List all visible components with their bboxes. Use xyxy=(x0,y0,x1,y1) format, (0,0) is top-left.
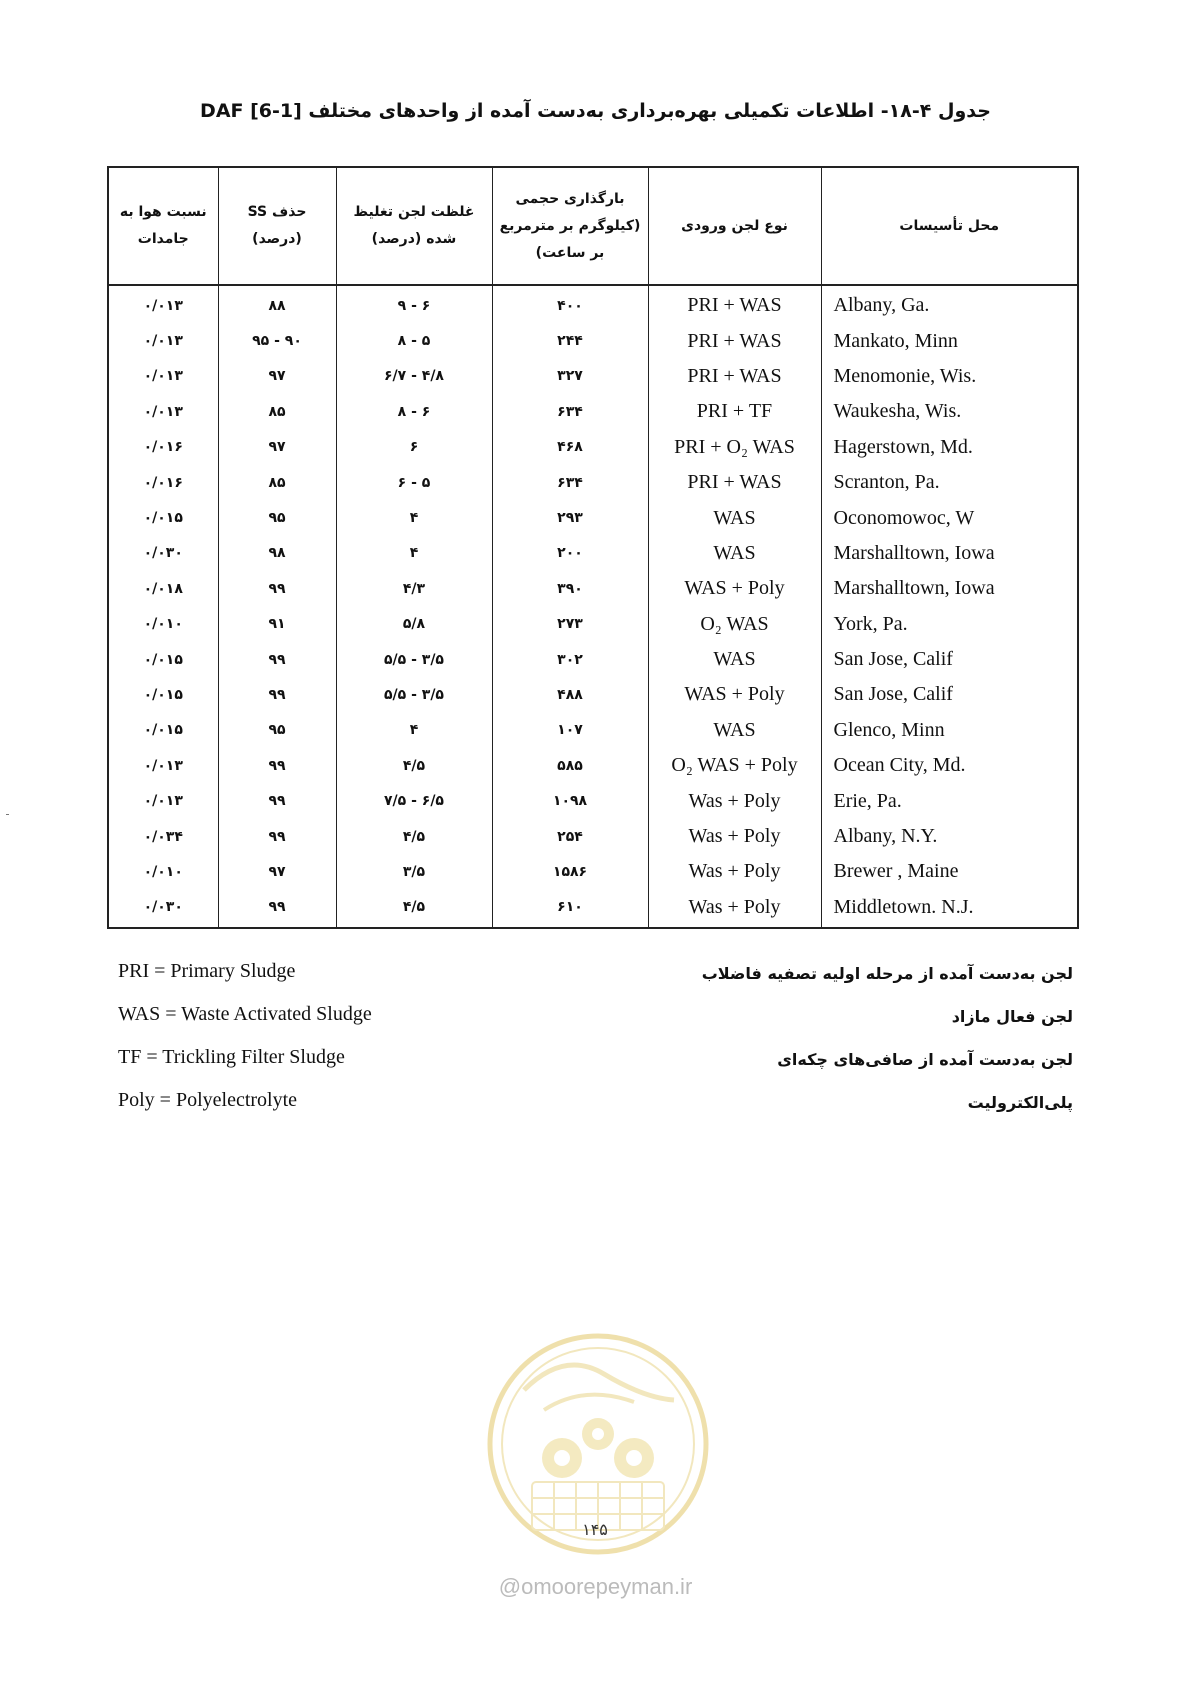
cell-thickened-concentration: ۷/۵ - ۶/۵ xyxy=(336,783,492,818)
legend-fa-was: لجن فعال مازاد xyxy=(951,1007,1073,1026)
cell-air-solids-ratio: ۰/۰۱۶ xyxy=(108,465,218,500)
header-ss-removal: حذف SS (درصد) xyxy=(218,167,336,285)
cell-feed-sludge: O₂ WAS + Poly xyxy=(648,748,821,783)
cell-loading-rate: ۶۳۴ xyxy=(492,394,648,429)
table-row xyxy=(108,890,1078,928)
cell-thickened-concentration: ۴/۵ xyxy=(336,748,492,783)
cell-air-solids-ratio: ۰/۰۱۳ xyxy=(108,394,218,429)
cell-loading-rate: ۴۶۸ xyxy=(492,430,648,465)
header-feed-sludge: نوع لجن ورودی xyxy=(648,167,821,285)
cell-air-solids-ratio: ۰/۰۱۶ xyxy=(108,430,218,465)
cell-feed-sludge: WAS xyxy=(648,642,821,677)
legend-fa-tf: لجن به‌دست آمده از صافی‌های چکه‌ای xyxy=(777,1050,1073,1069)
cell-air-solids-ratio: ۰/۰۱۳ xyxy=(108,285,218,323)
cell-feed-sludge: Was + Poly xyxy=(648,854,821,889)
header-thickened-concentration: غلظت لجن تغلیظ شده (درصد) xyxy=(336,167,492,285)
cell-location: Marshalltown, Iowa xyxy=(821,536,1078,571)
cell-feed-sludge: PRI + TF xyxy=(648,394,821,429)
cell-location: Albany, Ga. xyxy=(821,285,1078,323)
cell-thickened-concentration: ۴/۳ xyxy=(336,571,492,606)
cell-air-solids-ratio: ۰/۰۱۵ xyxy=(108,642,218,677)
table-row xyxy=(108,285,1078,323)
header-loading-rate: بارگذاری حجمی (کیلوگرم بر مترمربع بر ساعت) xyxy=(492,167,648,285)
cell-ss-removal: ۹۹ xyxy=(218,890,336,928)
cell-air-solids-ratio: ۰/۰۱۰ xyxy=(108,854,218,889)
cell-air-solids-ratio: ۰/۰۱۳ xyxy=(108,323,218,358)
cell-ss-removal: ۹۵ xyxy=(218,713,336,748)
cell-ss-removal: ۹۹ xyxy=(218,748,336,783)
cell-loading-rate: ۲۹۳ xyxy=(492,500,648,535)
cell-ss-removal: ۹۹ xyxy=(218,642,336,677)
cell-location: Middletown. N.J. xyxy=(821,890,1078,928)
cell-feed-sludge: WAS xyxy=(648,500,821,535)
legend-item-poly: Poly = Polyelectrolyte xyxy=(118,1089,298,1111)
cell-air-solids-ratio: ۰/۰۳۴ xyxy=(108,819,218,854)
table-row xyxy=(108,783,1078,818)
cell-thickened-concentration: ۹ - ۶ xyxy=(336,285,492,323)
cell-ss-removal: ۹۹ xyxy=(218,819,336,854)
table-row xyxy=(108,323,1078,358)
cell-location: Oconomowoc, W xyxy=(821,500,1078,535)
cell-thickened-concentration: ۵/۵ - ۳/۵ xyxy=(336,642,492,677)
cell-air-solids-ratio: ۰/۰۱۳ xyxy=(108,783,218,818)
cell-ss-removal: ۹۸ xyxy=(218,536,336,571)
header-air-solids-ratio: نسبت هوا به جامدات xyxy=(108,167,218,285)
cell-thickened-concentration: ۸ - ۵ xyxy=(336,323,492,358)
legend-item-was: WAS = Waste Activated Sludge xyxy=(118,1003,372,1025)
cell-feed-sludge: PRI + WAS xyxy=(648,359,821,394)
cell-thickened-concentration: ۶/۷ - ۴/۸ xyxy=(336,359,492,394)
cell-thickened-concentration: ۴ xyxy=(336,713,492,748)
cell-thickened-concentration: ۶ xyxy=(336,430,492,465)
daf-operation-table xyxy=(107,166,1079,929)
cell-ss-removal: ۸۵ xyxy=(218,465,336,500)
cell-ss-removal: ۸۵ xyxy=(218,394,336,429)
cell-loading-rate: ۳۲۷ xyxy=(492,359,648,394)
table-row xyxy=(108,536,1078,571)
cell-thickened-concentration: ۵/۵ - ۳/۵ xyxy=(336,677,492,712)
legend-persian xyxy=(702,952,1073,1124)
cell-thickened-concentration: ۴/۵ xyxy=(336,890,492,928)
cell-feed-sludge: PRI + O₂ WAS xyxy=(648,430,821,465)
table-row xyxy=(108,748,1078,783)
cell-location: Erie, Pa. xyxy=(821,783,1078,818)
legend-fa-pri: لجن به‌دست آمده از مرحله اولیه تصفیه فاضلاب xyxy=(701,964,1073,983)
cell-location: San Jose, Calif xyxy=(821,642,1078,677)
cell-location: Marshalltown, Iowa xyxy=(821,571,1078,606)
cell-ss-removal: ۹۱ xyxy=(218,607,336,642)
cell-ss-removal: ۹۵ xyxy=(218,500,336,535)
cell-air-solids-ratio: ۰/۰۱۵ xyxy=(108,677,218,712)
cell-feed-sludge: Was + Poly xyxy=(648,819,821,854)
cell-air-solids-ratio: ۰/۰۳۰ xyxy=(108,536,218,571)
cell-thickened-concentration: ۴ xyxy=(336,500,492,535)
cell-air-solids-ratio: ۰/۰۱۳ xyxy=(108,359,218,394)
legend-item-tf: TF = Trickling Filter Sludge xyxy=(118,1046,345,1068)
cell-location: Menomonie, Wis. xyxy=(821,359,1078,394)
cell-loading-rate: ۲۷۳ xyxy=(492,607,648,642)
cell-feed-sludge: PRI + WAS xyxy=(648,465,821,500)
table-row xyxy=(108,819,1078,854)
cell-loading-rate: ۱۵۸۶ xyxy=(492,854,648,889)
cell-air-solids-ratio: ۰/۰۱۰ xyxy=(108,607,218,642)
cell-thickened-concentration: ۴/۵ xyxy=(336,819,492,854)
cell-ss-removal: ۹۹ xyxy=(218,571,336,606)
margin-mark xyxy=(6,814,9,815)
cell-feed-sludge: Was + Poly xyxy=(648,783,821,818)
cell-loading-rate: ۲۵۴ xyxy=(492,819,648,854)
cell-air-solids-ratio: ۰/۰۱۸ xyxy=(108,571,218,606)
cell-location: Scranton, Pa. xyxy=(821,465,1078,500)
cell-ss-removal: ۸۸ xyxy=(218,285,336,323)
cell-loading-rate: ۵۸۵ xyxy=(492,748,648,783)
cell-feed-sludge: WAS + Poly xyxy=(648,677,821,712)
table-row xyxy=(108,607,1078,642)
cell-loading-rate: ۳۰۲ xyxy=(492,642,648,677)
table-row xyxy=(108,500,1078,535)
legend-english xyxy=(118,950,372,1122)
table-row xyxy=(108,677,1078,712)
cell-ss-removal: ۹۷ xyxy=(218,854,336,889)
legend-item-pri: PRI = Primary Sludge xyxy=(118,960,296,982)
cell-location: Hagerstown, Md. xyxy=(821,430,1078,465)
cell-thickened-concentration: ۸ - ۶ xyxy=(336,394,492,429)
cell-location: Brewer , Maine xyxy=(821,854,1078,889)
cell-thickened-concentration: ۴ xyxy=(336,536,492,571)
table-row xyxy=(108,359,1078,394)
watermark-url-text: omoorepeyman.ir xyxy=(521,1574,693,1599)
cell-air-solids-ratio: ۰/۰۳۰ xyxy=(108,890,218,928)
cell-location: Ocean City, Md. xyxy=(821,748,1078,783)
cell-loading-rate: ۱۰۹۸ xyxy=(492,783,648,818)
cell-loading-rate: ۴۰۰ xyxy=(492,285,648,323)
cell-loading-rate: ۶۳۴ xyxy=(492,465,648,500)
table-row xyxy=(108,713,1078,748)
cell-thickened-concentration: ۵/۸ xyxy=(336,607,492,642)
table-body xyxy=(108,285,1078,928)
cell-ss-removal: ۹۹ xyxy=(218,783,336,818)
cell-feed-sludge: O₂ WAS xyxy=(648,607,821,642)
cell-ss-removal: ۹۹ xyxy=(218,677,336,712)
cell-location: York, Pa. xyxy=(821,607,1078,642)
cell-location: Waukesha, Wis. xyxy=(821,394,1078,429)
cell-ss-removal: ۹۷ xyxy=(218,359,336,394)
table-row xyxy=(108,642,1078,677)
table-row xyxy=(108,465,1078,500)
cell-feed-sludge: WAS + Poly xyxy=(648,571,821,606)
cell-loading-rate: ۴۸۸ xyxy=(492,677,648,712)
header-location: محل تأسیسات xyxy=(821,167,1078,285)
cell-loading-rate: ۲۴۴ xyxy=(492,323,648,358)
cell-thickened-concentration: ۳/۵ xyxy=(336,854,492,889)
cell-feed-sludge: WAS xyxy=(648,536,821,571)
cell-ss-removal: ۹۵ - ۹۰ xyxy=(218,323,336,358)
cell-feed-sludge: PRI + WAS xyxy=(648,323,821,358)
cell-air-solids-ratio: ۰/۰۱۵ xyxy=(108,713,218,748)
cell-thickened-concentration: ۶ - ۵ xyxy=(336,465,492,500)
cell-feed-sludge: PRI + WAS xyxy=(648,285,821,323)
cell-location: San Jose, Calif xyxy=(821,677,1078,712)
cell-loading-rate: ۱۰۷ xyxy=(492,713,648,748)
cell-air-solids-ratio: ۰/۰۱۵ xyxy=(108,500,218,535)
cell-location: Mankato, Minn xyxy=(821,323,1078,358)
cell-feed-sludge: Was + Poly xyxy=(648,890,821,928)
table-row xyxy=(108,854,1078,889)
cell-ss-removal: ۹۷ xyxy=(218,430,336,465)
table-row xyxy=(108,571,1078,606)
cell-location: Albany, N.Y. xyxy=(821,819,1078,854)
cell-loading-rate: ۶۱۰ xyxy=(492,890,648,928)
table-caption: جدول ۴-۱۸- اطلاعات تکمیلی بهره‌برداری به‌دست آمده از واحدهای مختلف DAF [6-1] xyxy=(200,100,991,122)
cell-air-solids-ratio: ۰/۰۱۳ xyxy=(108,748,218,783)
cell-loading-rate: ۲۰۰ xyxy=(492,536,648,571)
table-header-row xyxy=(108,167,1078,285)
cell-location: Glenco, Minn xyxy=(821,713,1078,748)
table-row xyxy=(108,394,1078,429)
page-number: ۱۴۵ xyxy=(582,1520,608,1539)
cell-feed-sludge: WAS xyxy=(648,713,821,748)
legend-fa-poly: پلی‌الکترولیت xyxy=(967,1093,1073,1112)
cell-loading-rate: ۳۹۰ xyxy=(492,571,648,606)
watermark-url: @omoorepeyman.ir xyxy=(498,1574,693,1599)
table-row xyxy=(108,430,1078,465)
